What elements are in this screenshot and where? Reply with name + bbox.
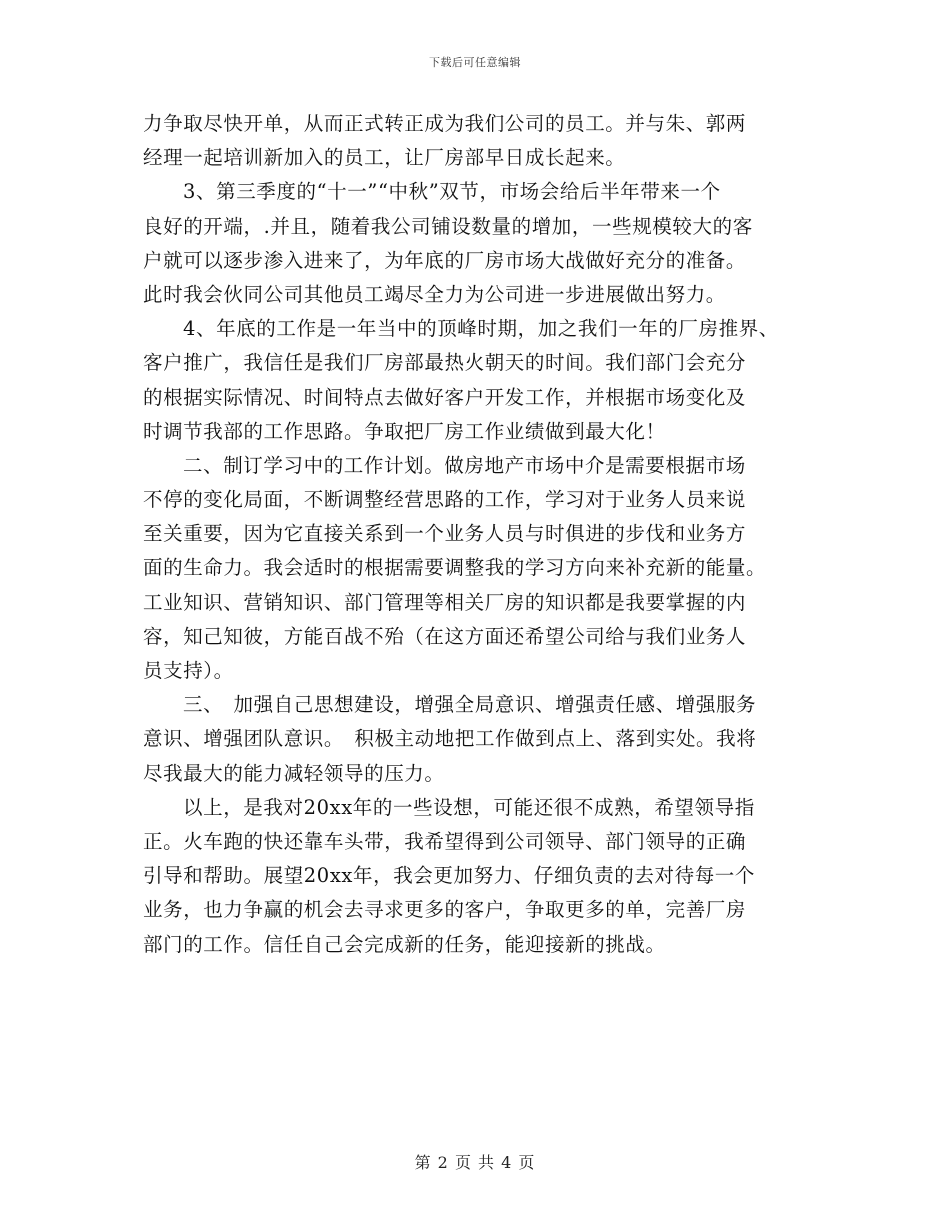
text-line: 此时我会伙同公司其他员工竭尽全力为公司进一步进展做出努力。 [143,282,726,306]
text-line: 员支持）。 [143,659,234,682]
text-line: 的根据实际情况、时间特点去做好客户开发工作，并根据市场变化及 [143,385,747,409]
text-line: 面的生命力。我会适时的根据需要调整我的学习方向来补充新的能量。 [143,556,767,580]
text-line: 时调节我部的工作思路。争取把厂房工作业绩做到最大化！ [143,419,666,443]
text-line: 3、第三季度的“十一”“中秋”双节，市场会给后半年带来一个 [183,180,721,204]
text-line: 尽我最大的能力减轻领导的压力。 [143,761,445,785]
text-line: 客户推广，我信任是我们厂房部最热火朝天的时间。我们部门会充分 [143,351,747,375]
page-footer: 第 2 页 共 4 页 [414,1153,536,1172]
text-line: 意识、增强团队意识。 积极主动地把工作做到点上、落到实处。我将 [143,727,757,751]
document-body [143,107,808,962]
text-line: 容，知己知彼，方能百战不殆（在这方面还希望公司给与我们业务人 [143,624,747,648]
text-line: 经理一起培训新加入的员工，让厂房部早日成长起来。 [143,146,626,170]
text-line: 正。火车跑的快还靠车头带，我希望得到公司领导、部门领导的正确 [143,829,747,853]
text-line: 户就可以逐步渗入进来了，为年底的厂房市场大战做好充分的准备。 [143,248,747,272]
text-line: 以上，是我对20xx年的一些设想，可能还很不成熟，希望领导指 [183,795,755,819]
text-line: 三、 加强自己思想建设，增强全局意识、增强责任感、增强服务 [183,693,757,717]
text-line: 业务，也力争赢的机会去寻求更多的客户，争取更多的单，完善厂房 [143,898,747,922]
text-line: 二、制订学习中的工作计划。做房地产市场中介是需要根据市场 [183,453,746,477]
page-header: 下载后可任意编辑 [429,56,521,69]
text-line: 部门的工作。信任自己会完成新的任务，能迎接新的挑战。 [143,932,666,956]
text-line: 不停的变化局面，不断调整经营思路的工作，学习对于业务人员来说 [143,488,747,512]
text-line: 引导和帮助。展望20xx年，我会更加努力、仔细负责的去对待每一个 [143,864,756,888]
text-line: 良好的开端，.并且，随着我公司铺设数量的增加，一些规模较大的客 [143,214,753,238]
text-line: 4、年底的工作是一年当中的顶峰时期，加之我们一年的厂房推界、 [183,317,779,341]
text-line: 工业知识、营销知识、部门管理等相关厂房的知识都是我要掌握的内 [143,590,747,614]
text-line: 至关重要，因为它直接关系到一个业务人员与时俱进的步伐和业务方 [143,522,747,546]
text-line: 力争取尽快开单，从而正式转正成为我们公司的员工。并与朱、郭两 [143,112,747,135]
